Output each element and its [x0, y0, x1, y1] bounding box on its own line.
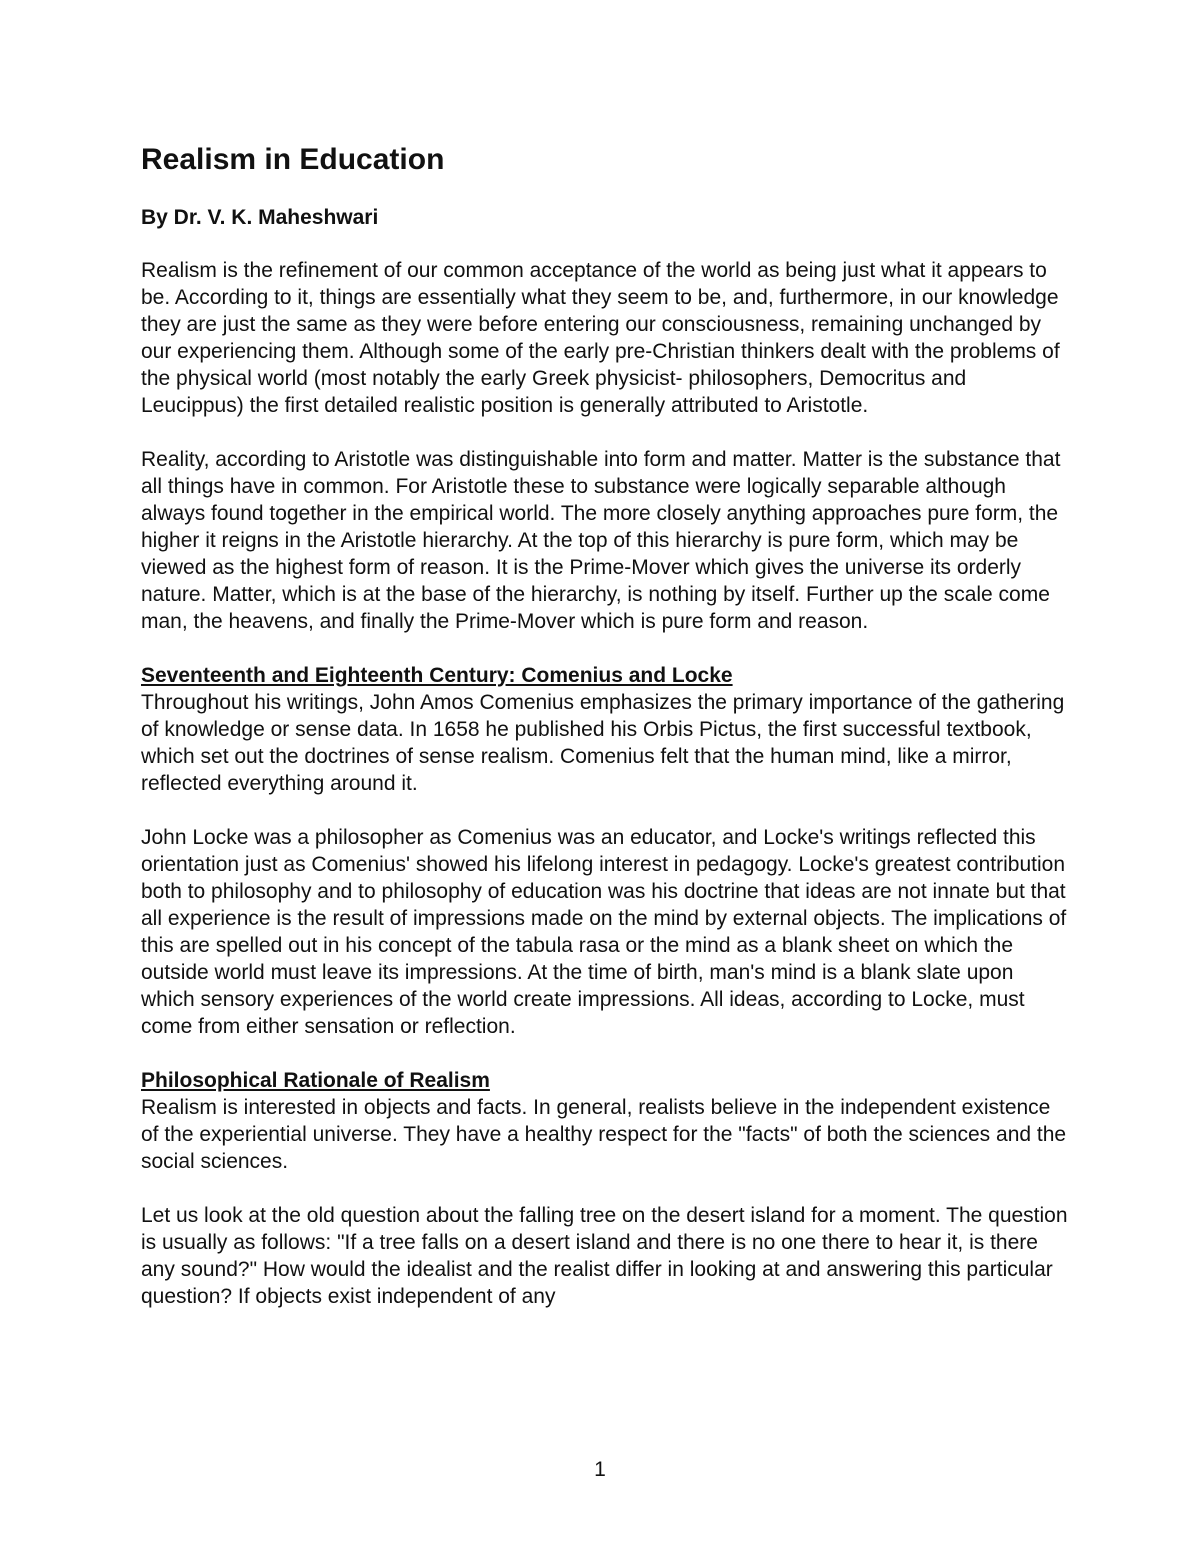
section-heading-philosophical-rationale: Philosophical Rationale of Realism — [141, 1069, 490, 1092]
section1-paragraph-1: Throughout his writings, John Amos Comenius emphasizes the primary importance of the gathering of knowledge or sense data. In 1658 he published his Orbis Pictus, the first successful textbook, which set out the doctrines of sense realism. Comenius felt that the human mind, like a mirror, reflected everything around it. — [141, 691, 1065, 795]
section2-paragraph-1: Realism is interested in objects and facts. In general, realists believe in the independent existence of the experiential universe. They have a healthy respect for the "facts" of both the sciences and the social sciences. — [141, 1096, 1067, 1173]
section2-paragraph-2: Let us look at the old question about the falling tree on the desert island for a moment. The question is usually as follows: "If a tree falls on a desert island and there is no one there to hear it, is there any sound?" How would the idealist and the realist differ in looking at and answering this particular question? If objects exist independent of any — [141, 1204, 1068, 1308]
section-heading-comenius-locke: Seventeenth and Eighteenth Century: Comenius and Locke — [141, 664, 733, 687]
document-author: By Dr. V. K. Maheshwari — [141, 206, 379, 229]
page-number: 1 — [594, 1458, 606, 1481]
document-title: Realism in Education — [141, 143, 445, 176]
intro-paragraph-2: Reality, according to Aristotle was distinguishable into form and matter. Matter is the substance that all things have in common. For Aristotle these to substance were logically separable although always found together in the empirical world. The more closely anything approaches pure form, the higher it reigns in the Aristotle hierarchy. At the top of this hierarchy is pure form, which may be viewed as the highest form of reason. It is the Prime-Mover which gives the universe its orderly nature. Matter, which is at the base of the hierarchy, is nothing by itself. Further up the scale come man, the heavens, and finally the Prime-Mover which is pure form and reason. — [141, 448, 1061, 633]
intro-paragraph-1: Realism is the refinement of our common acceptance of the world as being just what it appears to be. According to it, things are essentially what they seem to be, and, furthermore, in our knowledge they are just the same as they were before entering our consciousness, remaining unchanged by our experiencing them. Although some of the early pre-Christian thinkers dealt with the problems of the physical world (most notably the early Greek physicist- philosophers, Democritus and Leucippus) the first detailed realistic position is generally attributed to Aristotle. — [141, 259, 1060, 417]
document-body — [141, 142, 1071, 1310]
section1-paragraph-2: John Locke was a philosopher as Comenius was an educator, and Locke's writings reflected this orientation just as Comenius' showed his lifelong interest in pedagogy. Locke's greatest contribution both to philosophy and to philosophy of education was his doctrine that ideas are not innate but that all experience is the result of impressions made on the mind by external objects. The implications of this are spelled out in his concept of the tabula rasa or the mind as a blank sheet on which the outside world must leave its impressions. At the time of birth, man's mind is a blank slate upon which sensory experiences of the world create impressions. All ideas, according to Locke, must come from either sensation or reflection. — [141, 826, 1067, 1038]
